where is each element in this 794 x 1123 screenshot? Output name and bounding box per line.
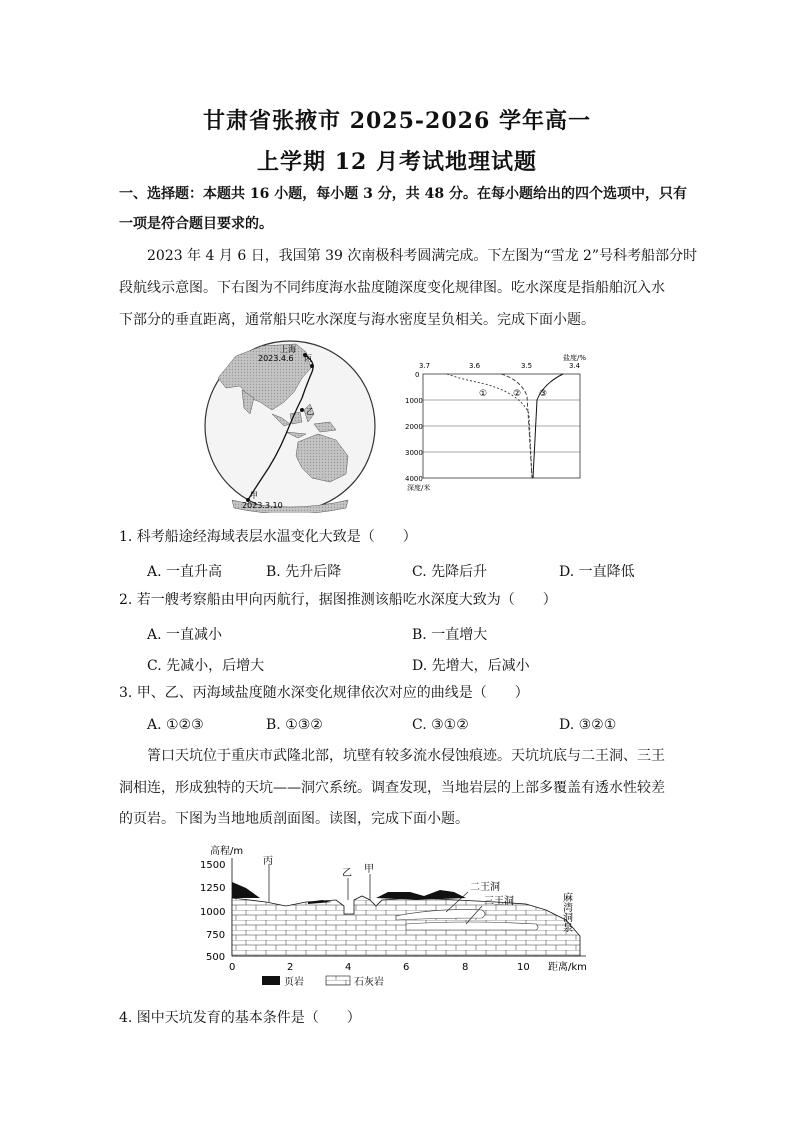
passage1-line-1: 2023 年 4 月 6 日，我国第 39 次南极科考圆满完成。下左图为“雪龙 2”号科考船部分时 [147, 248, 698, 264]
x-axis-unit: 盐度/% [563, 354, 587, 362]
passage2-line-2: 洞相连，形成独特的天坑——洞穴系统。调查发现，当地岩层的上部多覆盖有透水性较差 [119, 780, 665, 796]
profile-x-tick-6: 6 [403, 962, 410, 973]
question-3-option-c[interactable]: C. ③①② [412, 717, 469, 733]
geologic-profile-diagram [196, 840, 602, 992]
shale-left [232, 882, 260, 898]
profile-label-jia: 甲 [364, 864, 374, 875]
legend-shale-swatch [262, 976, 280, 985]
x-tick-3.7: 3.7 [419, 362, 431, 370]
label-end-date: 2023.4.6 [258, 354, 294, 363]
profile-label-bing: 丙 [263, 856, 273, 867]
section-heading-line-1: 一、选择题：本题共 16 小题，每小题 3 分，共 48 分。在每小题给出的四个选项中，只有 [119, 186, 687, 202]
label-jia: 甲 [250, 491, 258, 500]
legend-limestone-swatch [326, 976, 350, 985]
y-tick-2000: 2000 [405, 423, 423, 431]
profile-x-tick-2: 2 [287, 962, 294, 973]
question-2-option-d[interactable]: D. 先增大，后减小 [412, 658, 530, 674]
profile-label-yi: 乙 [342, 868, 352, 879]
profile-y-tick-1500: 1500 [200, 860, 226, 871]
question-2-option-c[interactable]: C. 先减小，后增大 [147, 658, 265, 674]
label-start-date: 2023.3.10 [242, 501, 283, 510]
question-3-option-d[interactable]: D. ③②① [559, 717, 617, 733]
x-tick-3.5: 3.5 [521, 362, 533, 370]
passage2-line-1: 箐口天坑位于重庆市武隆北部，坑壁有较多流水侵蚀痕迹。天坑坑底与二王洞、三王 [147, 748, 665, 764]
salinity-depth-chart [403, 354, 593, 494]
legend-shale-label: 页岩 [284, 977, 304, 988]
curve-label-1: ① [479, 389, 488, 399]
borneo-island [290, 412, 302, 424]
curve-label-2: ② [513, 389, 522, 399]
section-heading-line-2: 一项是符合题目要求的。 [119, 216, 273, 232]
y-tick-1000: 1000 [405, 397, 423, 405]
x-tick-3.6: 3.6 [469, 362, 481, 370]
label-shanghai: 上海 [280, 345, 296, 354]
profile-label-erwang: 二王洞 [470, 882, 500, 893]
legend-limestone-label: 石灰岩 [354, 977, 384, 988]
question-1-option-d[interactable]: D. 一直降低 [559, 564, 635, 580]
profile-x-tick-4: 4 [345, 962, 352, 973]
passage1-line-2: 段航线示意图。下右图为不同纬度海水盐度随深度变化规律图。吃水深度是指船舶沉入水 [119, 280, 665, 296]
question-3-stem: 3. 甲、乙、丙海域盐度随水深变化规律依次对应的曲线是（ ） [119, 685, 529, 701]
profile-x-tick-8: 8 [462, 962, 469, 973]
question-3-option-b[interactable]: B. ①③② [266, 717, 323, 733]
label-bing: 丙 [304, 354, 312, 363]
profile-label-sanwang: 三王洞 [484, 896, 514, 907]
question-2-stem: 2. 若一艘考察船由甲向丙航行，据图推测该船吃水深度大致为（ ） [119, 592, 557, 608]
profile-x-tick-10: 10 [517, 962, 530, 973]
label-yi: 乙 [306, 407, 314, 416]
point-yi [300, 408, 304, 412]
question-2-option-b[interactable]: B. 一直增大 [412, 627, 488, 643]
question-3-option-a[interactable]: A. ①②③ [147, 717, 204, 733]
profile-y-tick-1000: 1000 [200, 907, 226, 918]
question-1-option-c[interactable]: C. 先降后升 [412, 564, 488, 580]
x-tick-3.4: 3.4 [569, 362, 581, 370]
profile-label-mawan: 麻湾洞泉 [560, 892, 572, 932]
y-tick-3000: 3000 [405, 449, 423, 457]
y-tick-4000: 4000 [405, 475, 423, 483]
profile-x-tick-0: 0 [229, 962, 236, 973]
passage2-line-3: 的页岩。下图为当地地质剖面图。读图，完成下面小题。 [119, 811, 469, 827]
question-1-stem: 1. 科考船途经海域表层水温变化大致是（ ） [119, 529, 417, 545]
y-axis-unit: 深度/米 [407, 484, 431, 492]
passage1-line-3: 下部分的垂直距离，通常船只吃水深度与海水密度呈负相关。完成下面小题。 [119, 312, 595, 328]
curve-label-3: ③ [539, 389, 548, 399]
profile-y-tick-500: 500 [206, 952, 226, 963]
profile-y-tick-1250: 1250 [200, 883, 226, 894]
question-1-option-a[interactable]: A. 一直升高 [147, 564, 223, 580]
question-1-option-b[interactable]: B. 先升后降 [266, 564, 342, 580]
y-tick-0: 0 [415, 371, 420, 379]
question-4-stem: 4. 图中天坑发育的基本条件是（ ） [119, 1010, 361, 1026]
profile-y-tick-750: 750 [206, 930, 226, 941]
title-line-2: 上学期 12 月考试地理试题 [257, 149, 537, 175]
cave-sanwang [406, 922, 538, 930]
shale-middle [376, 890, 466, 900]
route-globe-map [198, 338, 388, 513]
profile-x-unit: 距离/km [548, 962, 587, 973]
point-bing [310, 364, 314, 368]
title-line-1: 甘肃省张掖市 2025-2026 学年高一 [203, 108, 591, 134]
profile-y-unit: 高程/m [210, 846, 244, 857]
question-2-option-a[interactable]: A. 一直减小 [147, 627, 223, 643]
